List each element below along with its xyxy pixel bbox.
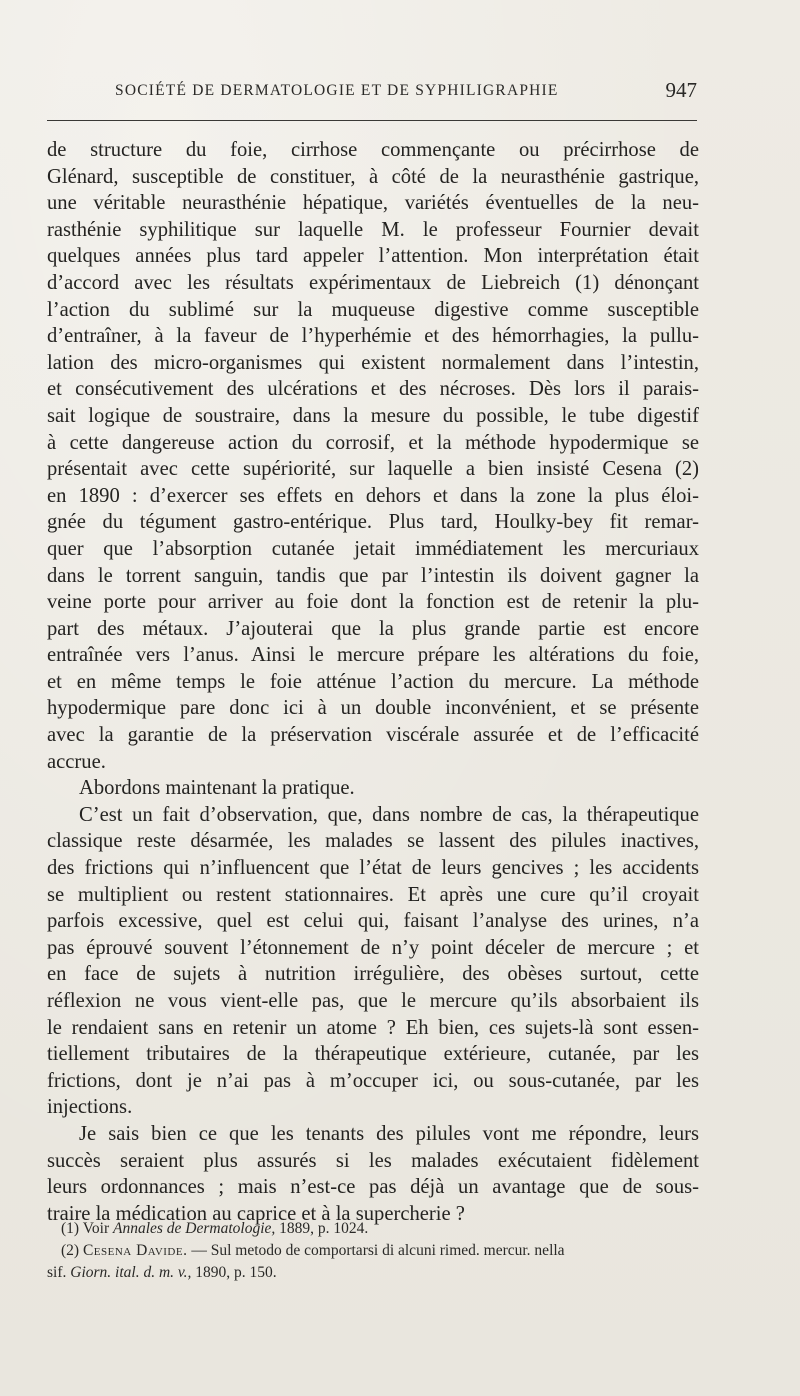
text-line: pas éprouvé souvent l’étonnement de n’y point déceler de mercure ; et <box>47 936 699 959</box>
footnote-2-text: — Sul metodo de comportarsi di alcuni rimed. mercur. nella <box>191 1242 565 1259</box>
header-rule <box>47 120 697 121</box>
text-line: l’action du sublimé sur la muqueuse digestive comme susceptible <box>47 298 699 321</box>
text-line: de structure du foie, cirrhose commençante ou précirrhose de <box>47 139 699 161</box>
text-line: sait logique de soustraire, dans la mesure du possible, le tube digestif <box>47 404 699 427</box>
text-line: présentait avec cette supériorité, sur laquelle a bien insisté Cesena (2) <box>47 458 699 481</box>
text-line: avec la garantie de la préservation viscérale assurée et de l’efficacité <box>47 724 699 747</box>
footnote-1-source: Annales de Dermatologie, <box>112 1220 276 1237</box>
footnote-1 <box>47 1218 699 1240</box>
text-line: succès seraient plus assurés si les malades exécutaient fidèlement <box>47 1149 699 1172</box>
text-line: réflexion ne vous vient-elle pas, que le mercure qu’ils absorbaient ils <box>47 990 699 1012</box>
text-line: frictions, dont je n’ai pas à m’occuper ici, ou sous-cutanée, par les <box>47 1069 699 1092</box>
footnote-2-continued <box>47 1262 699 1284</box>
paragraph-2 <box>47 775 699 802</box>
text-line: dans le torrent sanguin, tandis que par l’intestin ils doivent gagner la <box>47 564 699 587</box>
text-line: injections. <box>47 1096 133 1119</box>
footnote-1-text: Voir <box>82 1220 110 1237</box>
page-header <box>115 78 697 106</box>
text-line: et consécutivement des ulcérations et des nécroses. Dès lors il parais- <box>47 378 699 401</box>
text-line: en face de sujets à nutrition irrégulière, des obèses surtout, cette <box>47 963 699 986</box>
text-line: rasthénie syphilitique sur laquelle M. le professeur Fournier devait <box>47 218 699 241</box>
paragraph-3 <box>47 802 699 1121</box>
footnote-2-author: Cesena Davide. <box>82 1242 188 1259</box>
text-line: quelques années plus tard appeler l’attention. Mon interprétation était <box>47 245 699 268</box>
text-line: d’accord avec les résultats expérimentaux de Liebreich (1) dénonçant <box>47 271 699 294</box>
text-line: gnée du tégument gastro-entérique. Plus tard, Houlky-bey fit remar- <box>47 511 699 534</box>
text-line: d’entraîner, à la faveur de l’hyperhémie et des hémorrhagies, la pullu- <box>47 325 699 348</box>
footnote-2-source: Giorn. ital. d. m. v., <box>70 1264 192 1281</box>
text-line: Abordons maintenant la pratique. <box>79 777 355 800</box>
footnote-2 <box>47 1240 699 1262</box>
footnote-2-line2-start: sif. <box>47 1264 67 1281</box>
text-line: accrue. <box>47 750 106 773</box>
text-line: classique reste désarmée, les malades se lassent des pilules inactives, <box>47 830 699 853</box>
text-line: se multiplient ou restent stationnaires. Et après une cure qu’il croyait <box>47 883 699 906</box>
text-line: le rendaient sans en retenir un atome ? Eh bien, ces sujets-là sont essen- <box>47 1016 699 1039</box>
text-line: une véritable neurasthénie hépatique, variétés éventuelles de la neu- <box>47 192 699 215</box>
text-line: tiellement tributaires de la thérapeutique extérieure, cutanée, par les <box>47 1043 699 1066</box>
text-line: et en même temps le foie atténue l’action du mercure. La méthode <box>47 670 699 693</box>
text-line: Je sais bien ce que les tenants des pilules vont me répondre, leurs <box>79 1122 699 1145</box>
text-line: quer que l’absorption cutanée jetait immédiatement les mercuriaux <box>47 537 699 560</box>
text-line: C’est un fait d’observation, que, dans nombre de cas, la thérapeutique <box>79 803 699 826</box>
text-line: parfois excessive, quel est celui qui, faisant l’analyse des urines, n’a <box>47 910 699 933</box>
body-text <box>47 137 699 1227</box>
paragraph-4 <box>47 1121 699 1227</box>
footnote-2-rest: 1890, p. 150. <box>195 1264 277 1281</box>
text-line: veine porte pour arriver au foie dont la fonction est de retenir la plu- <box>47 591 699 614</box>
text-line: des frictions qui n’influencent que l’état de leurs gencives ; les accidents <box>47 857 699 880</box>
text-line: traire la médication au caprice et à la supercherie ? <box>47 1202 465 1225</box>
footnote-1-mark: (1) <box>61 1220 80 1237</box>
text-line: part des métaux. J’ajouterai que la plus grande partie est encore <box>47 617 699 640</box>
footnote-2-mark: (2) <box>61 1242 80 1259</box>
text-line: lation des micro-organismes qui existent normalement dans l’intestin, <box>47 351 699 374</box>
footnote-1-rest: 1889, p. 1024. <box>279 1220 369 1237</box>
text-line: Glénard, susceptible de constituer, à côté de la neurasthénie gastrique, <box>47 165 699 188</box>
paragraph-1 <box>47 137 699 775</box>
footnotes <box>47 1218 699 1284</box>
text-line: en 1890 : d’exercer ses effets en dehors et dans la zone la plus éloi- <box>47 484 699 507</box>
text-line: entraînée vers l’anus. Ainsi le mercure prépare les altérations du foie, <box>47 644 699 667</box>
page-number: 947 <box>665 78 697 102</box>
text-line: à cette dangereuse action du corrosif, et la méthode hypodermique se <box>47 431 699 454</box>
text-line: hypodermique pare donc ici à un double inconvénient, et se présente <box>47 697 699 720</box>
running-head: SOCIÉTÉ DE DERMATOLOGIE ET DE SYPHILIGRAPHIE <box>115 82 559 99</box>
text-line: leurs ordonnances ; mais n’est-ce pas déjà un avantage que de sous- <box>47 1176 699 1199</box>
